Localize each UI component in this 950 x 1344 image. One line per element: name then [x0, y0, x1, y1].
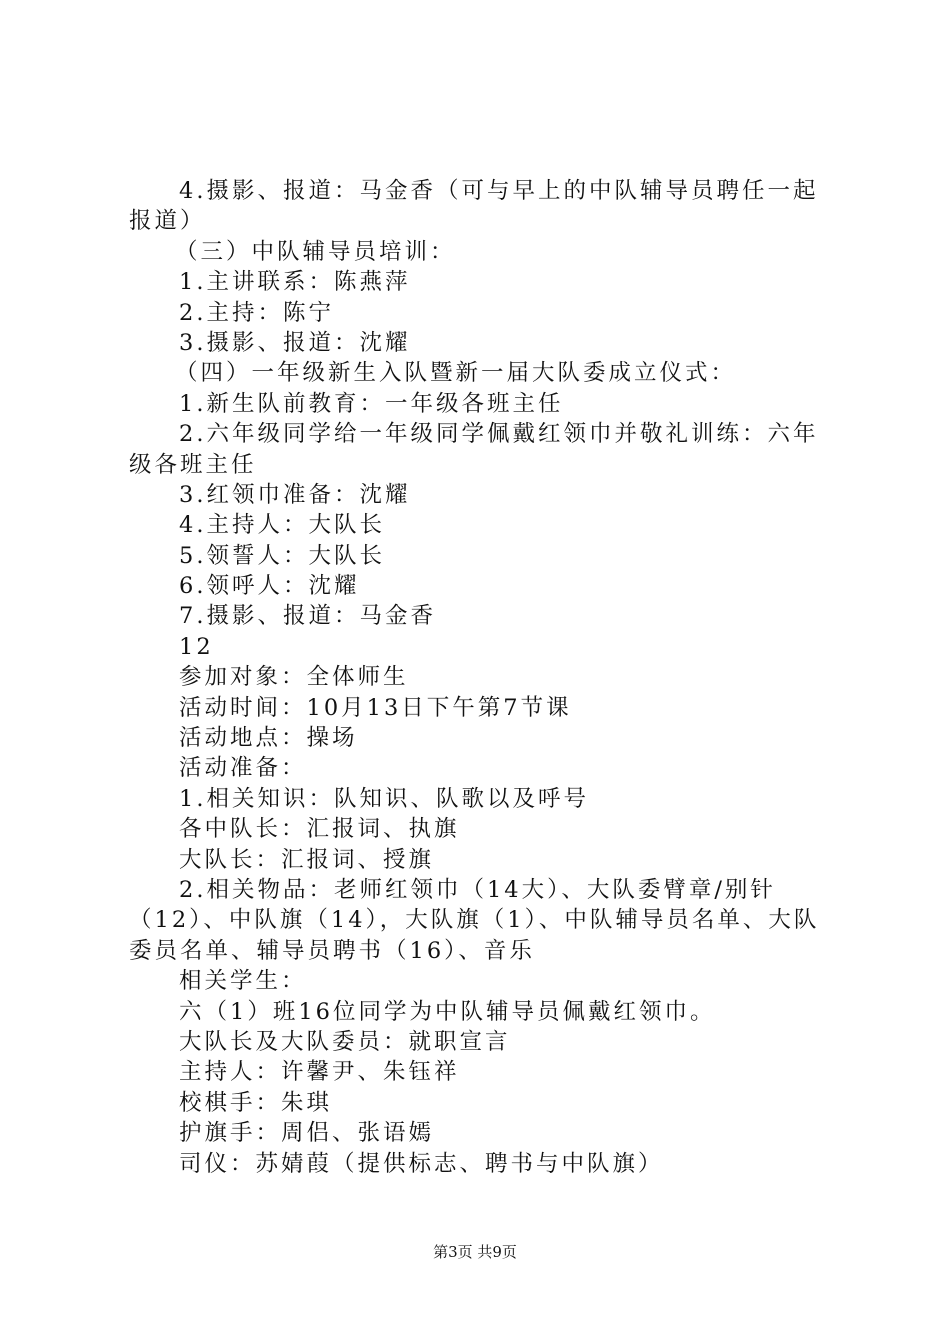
text-line: 2.相关物品：老师红领巾（14大）、大队委臂章/别针 [179, 876, 776, 903]
page-footer [0, 1242, 950, 1262]
text-line: 6.领呼人：沈耀 [179, 573, 360, 600]
text-line: 7.摄影、报道：马金香 [179, 603, 436, 630]
text-line: 相关学生： [179, 968, 307, 995]
section-heading: （三）中队辅导员培训： [175, 238, 456, 265]
text-line: 3.摄影、报道：沈耀 [179, 329, 411, 356]
text-line: 活动地点：操场 [179, 725, 358, 752]
text-line: 司仪：苏婧葭（提供标志、聘书与中队旗） [179, 1150, 664, 1177]
text-line: 1.相关知识：队知识、队歌以及呼号 [179, 785, 589, 812]
text-line: 2.六年级同学给一年级同学佩戴红领巾并敬礼训练：六年 [179, 421, 819, 448]
text-line: 六（1）班16位同学为中队辅导员佩戴红领巾。 [179, 998, 716, 1025]
text-line: 报道） [129, 208, 206, 235]
text-line: 委员名单、辅导员聘书（16）、音乐 [129, 937, 535, 964]
text-line: 护旗手：周侣、张语嫣 [179, 1120, 435, 1147]
text-line: 校棋手：朱琪 [179, 1089, 333, 1116]
section-heading: （四）一年级新生入队暨新一届大队委成立仪式： [175, 360, 737, 387]
text-line: （12）、中队旗（14），大队旗（1）、中队辅导员名单、大队 [129, 907, 820, 934]
text-line: 1.主讲联系：陈燕萍 [179, 269, 411, 296]
text-line: 5.领誓人：大队长 [179, 542, 385, 569]
text-line: 2.主持：陈宁 [179, 299, 334, 326]
document-body [129, 176, 834, 1179]
text-line: 大队长及大队委员：就职宣言 [179, 1028, 511, 1055]
text-line: 12 [179, 633, 214, 660]
text-line: 活动准备： [179, 755, 307, 782]
text-line: 活动时间：10月13日下午第7节课 [179, 694, 572, 721]
text-line: 1.新生队前教育：一年级各班主任 [179, 390, 564, 417]
text-line: 4.主持人：大队长 [179, 512, 385, 539]
text-line: 大队长：汇报词、授旗 [179, 846, 435, 873]
text-line: 3.红领巾准备：沈耀 [179, 481, 411, 508]
text-line: 主持人：许馨尹、朱钰祥 [179, 1059, 460, 1086]
text-line: 级各班主任 [129, 451, 257, 478]
text-line: 参加对象：全体师生 [179, 664, 409, 691]
text-line: 4.摄影、报道：马金香（可与早上的中队辅导员聘任一起 [179, 178, 819, 204]
text-line: 各中队长：汇报词、执旗 [179, 816, 460, 843]
page-number-label: 第3页 共9页 [433, 1243, 517, 1261]
